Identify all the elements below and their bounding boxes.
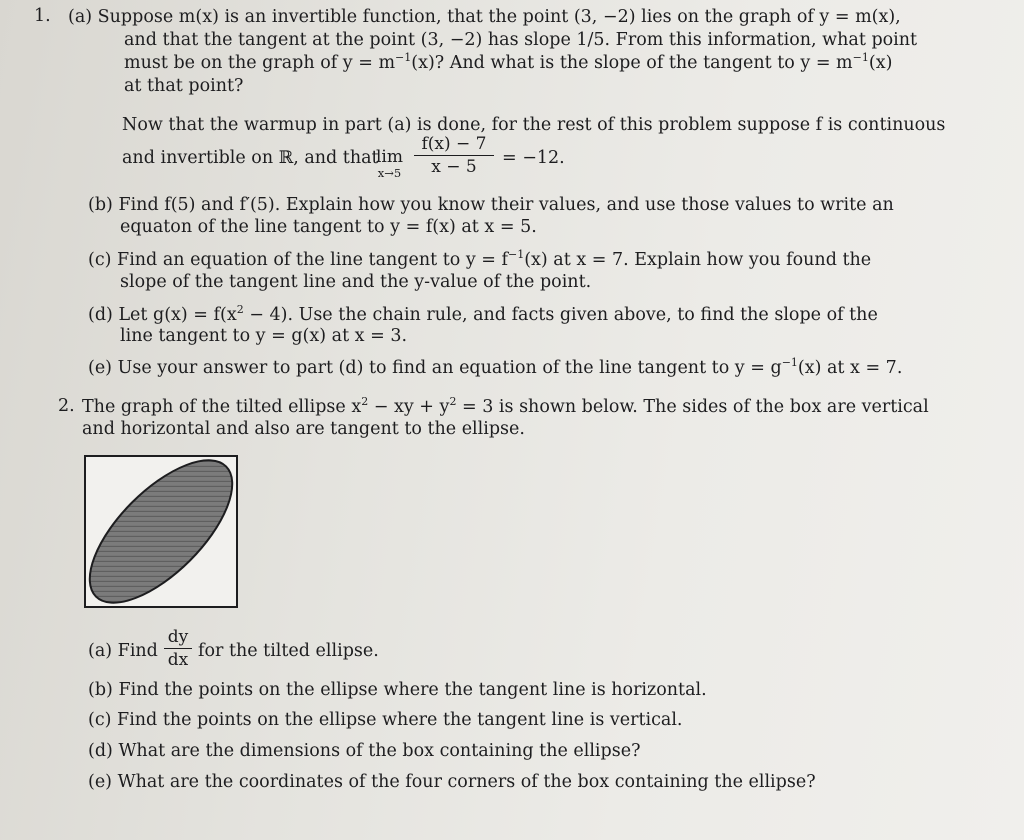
problem-1d-line-2: line tangent to y = g(x) at x = 3.	[120, 326, 408, 346]
part-label: (d)	[88, 305, 113, 325]
text-segment: − 4). Use the chain rule, and facts given above, to find the slope of the	[243, 305, 878, 325]
problem-1a-text: Suppose m(x) is an invertible function, that the point (3, −2) lies on the graph of y = m(x),	[97, 7, 901, 27]
tilted-ellipse	[86, 457, 236, 606]
problem-2-line-1	[82, 396, 929, 418]
text-segment: Use your answer to part (d) to find an equation of the line tangent to y = g	[117, 358, 782, 378]
text-segment: must be on the graph of y = m	[124, 53, 396, 73]
text-segment: Let g(x) = f(x	[118, 305, 237, 325]
part-label: (c)	[88, 250, 112, 270]
problem-2a-line	[88, 640, 158, 662]
dy-dx-fraction	[164, 627, 192, 670]
limit-fraction	[414, 134, 494, 177]
problem-2-number: 2.	[58, 396, 75, 416]
superscript: −1	[395, 51, 412, 64]
superscript: 2	[449, 395, 457, 408]
problem-2c-text: Find the points on the ellipse where the tangent line is vertical.	[117, 710, 683, 730]
part-label: (e)	[88, 772, 113, 792]
fraction-denominator: x − 5	[431, 157, 477, 177]
problem-2d-line	[88, 740, 640, 762]
superscript: 2	[236, 303, 244, 316]
fraction-denominator: dx	[167, 650, 189, 670]
fraction-bar	[164, 648, 192, 649]
text-segment: Find	[117, 641, 158, 661]
part-label: (a)	[68, 7, 93, 27]
problem-2a-text: for the tilted ellipse.	[198, 641, 379, 661]
problem-1a-line-3	[124, 52, 892, 74]
limit-intro: and invertible on ℝ, and that	[122, 148, 379, 168]
fraction-numerator: dy	[167, 627, 189, 647]
problem-1b-line-1	[88, 194, 894, 216]
problem-1b-text: Find f(5) and f′(5). Explain how you know their values, and use those values to write an	[118, 195, 894, 215]
part-label: (c)	[88, 710, 112, 730]
problem-2b-line	[88, 679, 707, 701]
part-label: (d)	[88, 741, 113, 761]
problem-1c-line-1	[88, 249, 871, 271]
problem-2d-text: What are the dimensions of the box containing the ellipse?	[118, 741, 641, 761]
superscript: −1	[781, 356, 798, 369]
text-segment: = 3 is shown below. The sides of the box are vertical	[456, 397, 929, 417]
lim-subscript: x→5	[377, 166, 402, 180]
text-segment: (x) at x = 7.	[797, 358, 903, 378]
text-segment: Find an equation of the line tangent to y = f	[117, 250, 508, 270]
superscript: −1	[852, 51, 869, 64]
tilted-ellipse-figure	[86, 457, 236, 606]
lim-word: lim	[376, 147, 403, 167]
fraction-numerator: f(x) − 7	[421, 134, 487, 154]
problem-2e-line	[88, 771, 816, 793]
superscript: 2	[361, 395, 369, 408]
fraction-bar	[414, 155, 494, 156]
part-label: (b)	[88, 195, 113, 215]
problem-1d-line-1	[88, 304, 878, 326]
warmup-statement: Now that the warmup in part (a) is done, for the rest of this problem suppose f is continuous	[122, 115, 946, 135]
text-segment: (x)	[868, 53, 893, 73]
text-segment: (x)? And what is the slope of the tangent to y = m	[411, 53, 853, 73]
problem-1e-line-1	[88, 357, 902, 379]
text-segment: − xy + y	[368, 397, 450, 417]
part-label: (a)	[88, 641, 113, 661]
limit-operator	[376, 147, 403, 179]
problem-2b-text: Find the points on the ellipse where the tangent line is horizontal.	[118, 680, 707, 700]
part-label: (b)	[88, 680, 113, 700]
text-segment: The graph of the tilted ellipse x	[82, 397, 362, 417]
problem-1-number: 1.	[34, 6, 51, 26]
text-segment: (x) at x = 7. Explain how you found the	[524, 250, 872, 270]
problem-2-line-2: and horizontal and also are tangent to the ellipse.	[82, 419, 525, 439]
superscript: −1	[507, 248, 525, 261]
problem-1a-line-4: at that point?	[124, 76, 244, 96]
problem-1a-line-2: and that the tangent at the point (3, −2) has slope 1/5. From this information, what point	[124, 30, 918, 50]
problem-2c-line	[88, 709, 683, 731]
problem-1b-line-2: equaton of the line tangent to y = f(x) at x = 5.	[120, 217, 537, 237]
ellipse-figure-box	[84, 455, 238, 608]
limit-result: = −12.	[502, 148, 565, 168]
problem-1a-line-1	[68, 6, 901, 28]
part-label: (e)	[88, 358, 113, 378]
problem-2e-text: What are the coordinates of the four corners of the box containing the ellipse?	[117, 772, 816, 792]
problem-1c-line-2: slope of the tangent line and the y-value of the point.	[120, 272, 592, 292]
